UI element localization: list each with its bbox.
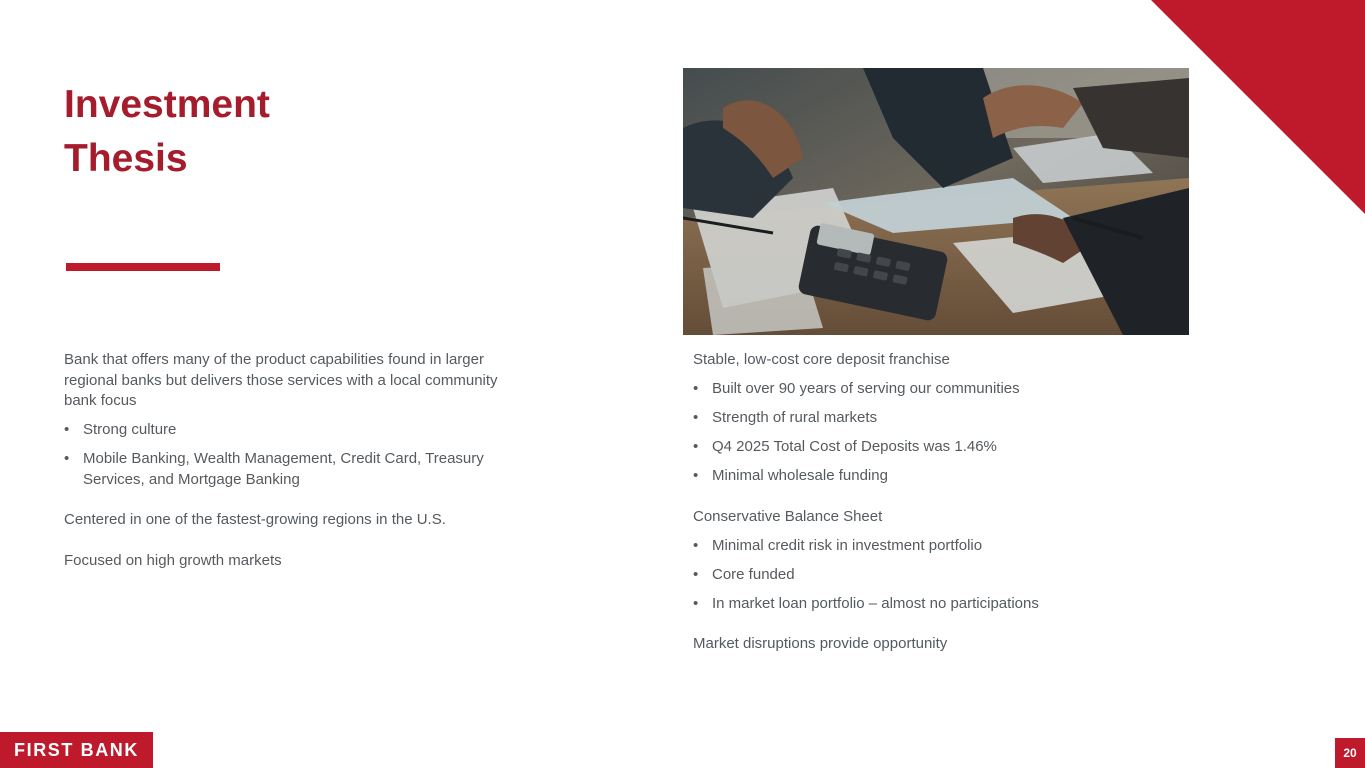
left-column: [64, 350, 516, 571]
balance-sheet-bullet-item: • Minimal credit risk in investment portfolio: [693, 536, 1113, 557]
page-title-line-2: Thesis: [64, 137, 188, 180]
left-point-growth-markets: Focused on high growth markets: [64, 551, 282, 569]
balance-sheet-bullets: [693, 536, 1113, 615]
business-handshake-photo: [683, 68, 1189, 335]
balance-sheet-heading: Conservative Balance Sheet: [693, 507, 883, 525]
page-title-line-1: Investment: [64, 83, 270, 126]
page-number-badge: 20: [1335, 738, 1365, 768]
left-point-growth-region: Centered in one of the fastest-growing regions in the U.S.: [64, 511, 446, 528]
left-bullet-item: • Strong culture: [64, 420, 516, 441]
deposit-franchise-bullets: [693, 379, 1113, 487]
right-column: [693, 350, 1113, 655]
deposit-bullet-item: • Minimal wholesale funding: [693, 466, 1113, 487]
handshake-meeting-illustration: [683, 68, 1189, 335]
left-bullet-item: • Mobile Banking, Wealth Management, Credit Card, Treasury Services, and Mortgage Banking: [64, 449, 516, 490]
page-title: [64, 78, 270, 186]
market-disruptions-heading: Market disruptions provide opportunity: [693, 635, 948, 652]
title-underline-rule: [66, 263, 220, 271]
first-bank-logo: FIRST BANK: [0, 732, 153, 768]
deposit-franchise-heading: Stable, low-cost core deposit franchise: [693, 351, 950, 368]
deposit-bullet-item: • Q4 2025 Total Cost of Deposits was 1.46%: [693, 437, 1113, 458]
balance-sheet-bullet-item: • Core funded: [693, 565, 1113, 586]
deposit-bullet-item: • Built over 90 years of serving our communities: [693, 379, 1113, 400]
left-bullet-list: [64, 420, 516, 490]
left-intro-text: Bank that offers many of the product capabilities found in larger regional banks but delivers those services with a local community bank focus: [64, 351, 498, 409]
deposit-bullet-item: • Strength of rural markets: [693, 408, 1113, 429]
balance-sheet-bullet-item: • In market loan portfolio – almost no participations: [693, 594, 1113, 615]
